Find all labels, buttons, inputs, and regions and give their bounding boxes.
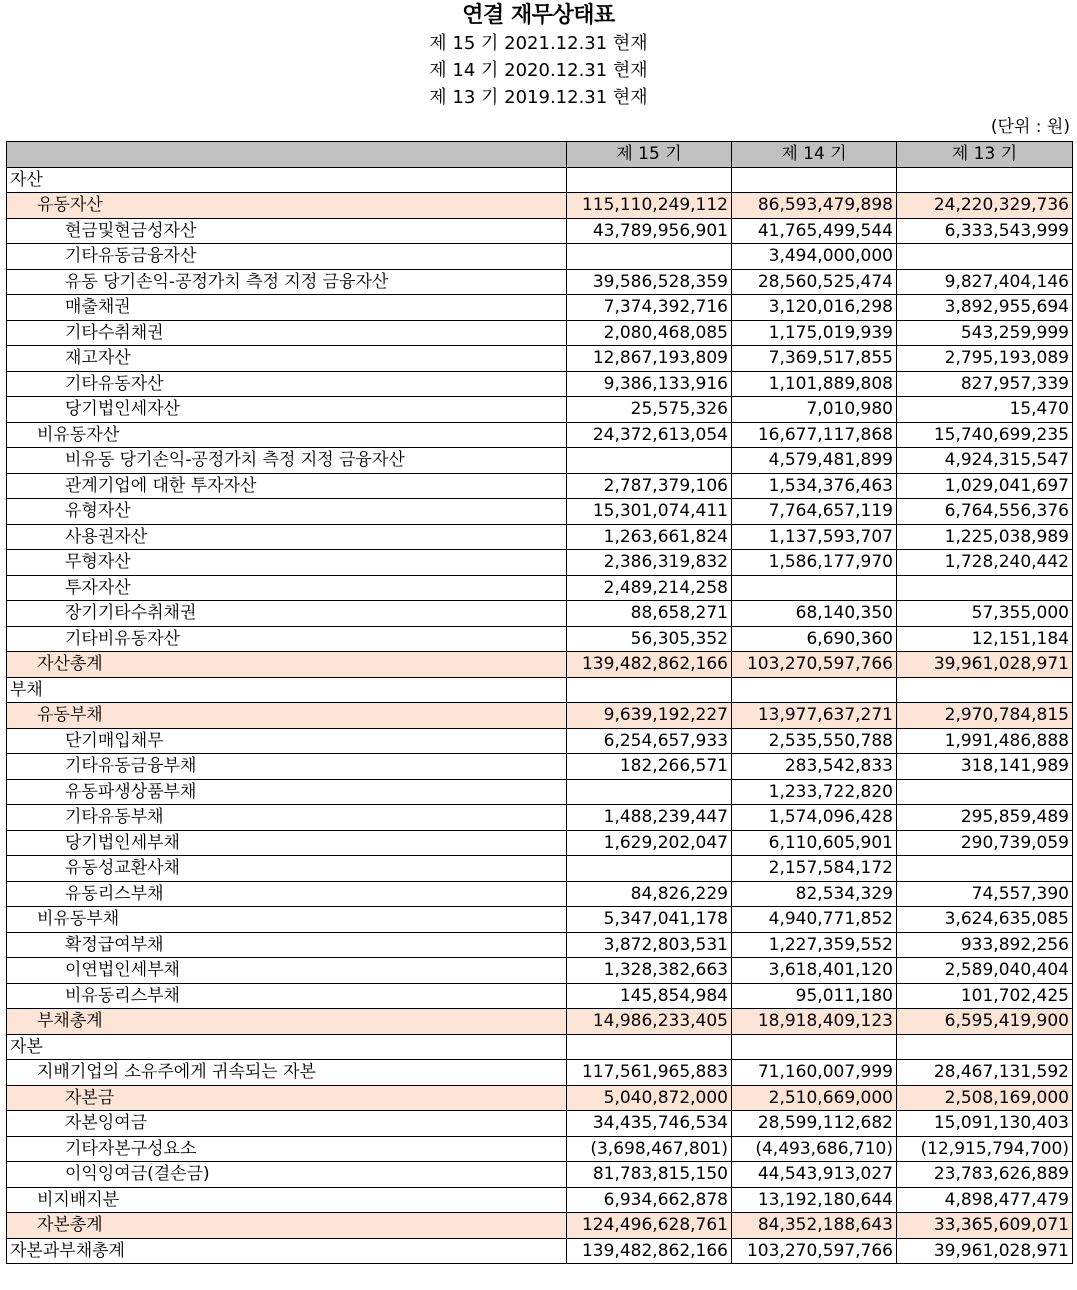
- table-row: [7, 805, 1073, 831]
- account-label: 자산: [7, 167, 567, 193]
- table-row: [7, 218, 1073, 244]
- amount-cell: 3,494,000,000: [732, 244, 897, 270]
- amount-cell: 6,934,662,878: [567, 1187, 732, 1213]
- amount-cell: 25,575,326: [567, 397, 732, 423]
- table-row: [7, 652, 1073, 678]
- table-row: [7, 499, 1073, 525]
- account-label: 자본총계: [7, 1213, 567, 1239]
- account-label: 사용권자산: [7, 524, 567, 550]
- account-label: 비지배지분: [7, 1187, 567, 1213]
- table-row: [7, 1238, 1073, 1264]
- account-label: 유동파생상품부채: [7, 779, 567, 805]
- amount-cell: 14,986,233,405: [567, 1009, 732, 1035]
- table-row: [7, 1136, 1073, 1162]
- table-row: [7, 856, 1073, 882]
- amount-cell: 290,739,059: [897, 830, 1073, 856]
- amount-cell: [897, 244, 1073, 270]
- amount-cell: 16,677,117,868: [732, 422, 897, 448]
- amount-cell: 2,508,169,000: [897, 1085, 1073, 1111]
- table-row: [7, 397, 1073, 423]
- amount-cell: 5,347,041,178: [567, 907, 732, 933]
- account-label: 기타유동금융자산: [7, 244, 567, 270]
- amount-cell: 86,593,479,898: [732, 193, 897, 219]
- account-label: 비유동 당기손익-공정가치 측정 지정 금융자산: [7, 448, 567, 474]
- amount-cell: 2,510,669,000: [732, 1085, 897, 1111]
- amount-cell: 28,467,131,592: [897, 1060, 1073, 1086]
- amount-cell: 6,690,360: [732, 626, 897, 652]
- table-row: [7, 907, 1073, 933]
- account-label: 기타유동부채: [7, 805, 567, 831]
- amount-cell: 39,961,028,971: [897, 652, 1073, 678]
- amount-cell: 7,764,657,119: [732, 499, 897, 525]
- period-line-14: 제 14 기 2020.12.31 현재: [429, 60, 648, 81]
- amount-cell: 9,639,192,227: [567, 703, 732, 729]
- amount-cell: 7,010,980: [732, 397, 897, 423]
- amount-cell: 3,872,803,531: [567, 932, 732, 958]
- account-label: 단기매입채무: [7, 728, 567, 754]
- amount-cell: 74,557,390: [897, 881, 1073, 907]
- account-label: 자본잉여금: [7, 1111, 567, 1137]
- account-label: 기타유동자산: [7, 371, 567, 397]
- amount-cell: 1,263,661,824: [567, 524, 732, 550]
- amount-cell: (12,915,794,700): [897, 1136, 1073, 1162]
- table-row: [7, 244, 1073, 270]
- amount-cell: 15,470: [897, 397, 1073, 423]
- amount-cell: 101,702,425: [897, 983, 1073, 1009]
- amount-cell: 117,561,965,883: [567, 1060, 732, 1086]
- amount-cell: 2,787,379,106: [567, 473, 732, 499]
- amount-cell: 1,029,041,697: [897, 473, 1073, 499]
- table-row: [7, 1085, 1073, 1111]
- account-label: 비유동부채: [7, 907, 567, 933]
- table-header-row: [7, 142, 1073, 168]
- amount-cell: [897, 575, 1073, 601]
- account-label: 당기법인세자산: [7, 397, 567, 423]
- table-row: [7, 371, 1073, 397]
- amount-cell: 1,586,177,970: [732, 550, 897, 576]
- amount-cell: 7,369,517,855: [732, 346, 897, 372]
- account-label: 매출채권: [7, 295, 567, 321]
- table-row: [7, 550, 1073, 576]
- unit-label: (단위 : 원): [990, 117, 1070, 137]
- account-label: 자본: [7, 1034, 567, 1060]
- amount-cell: 6,595,419,900: [897, 1009, 1073, 1035]
- table-row: [7, 754, 1073, 780]
- amount-cell: 145,854,984: [567, 983, 732, 1009]
- table-row: [7, 346, 1073, 372]
- table-row: [7, 1009, 1073, 1035]
- amount-cell: (4,493,686,710): [732, 1136, 897, 1162]
- account-label: 기타수취채권: [7, 320, 567, 346]
- account-label: 지배기업의 소유주에게 귀속되는 자본: [7, 1060, 567, 1086]
- table-row: [7, 269, 1073, 295]
- amount-cell: [897, 779, 1073, 805]
- balance-sheet-table: [6, 141, 1073, 1264]
- amount-cell: 57,355,000: [897, 601, 1073, 627]
- account-label: 기타비유동자산: [7, 626, 567, 652]
- table-row: [7, 1187, 1073, 1213]
- table-row: [7, 1034, 1073, 1060]
- account-label: 부채: [7, 677, 567, 703]
- table-row: [7, 958, 1073, 984]
- amount-cell: 24,220,329,736: [897, 193, 1073, 219]
- account-label: 부채총계: [7, 1009, 567, 1035]
- amount-cell: 18,918,409,123: [732, 1009, 897, 1035]
- amount-cell: 2,080,468,085: [567, 320, 732, 346]
- amount-cell: 84,352,188,643: [732, 1213, 897, 1239]
- amount-cell: 3,120,016,298: [732, 295, 897, 321]
- amount-cell: 88,658,271: [567, 601, 732, 627]
- column-header-period-15: 제 15 기: [567, 142, 732, 168]
- amount-cell: [732, 167, 897, 193]
- table-row: [7, 601, 1073, 627]
- table-row: [7, 422, 1073, 448]
- amount-cell: [897, 677, 1073, 703]
- account-label: 비유동리스부채: [7, 983, 567, 1009]
- amount-cell: 2,795,193,089: [897, 346, 1073, 372]
- amount-cell: 28,599,112,682: [732, 1111, 897, 1137]
- amount-cell: 24,372,613,054: [567, 422, 732, 448]
- amount-cell: 43,789,956,901: [567, 218, 732, 244]
- amount-cell: 81,783,815,150: [567, 1162, 732, 1188]
- amount-cell: 103,270,597,766: [732, 1238, 897, 1264]
- account-label: 투자자산: [7, 575, 567, 601]
- amount-cell: 1,233,722,820: [732, 779, 897, 805]
- amount-cell: 283,542,833: [732, 754, 897, 780]
- account-label: 유동리스부채: [7, 881, 567, 907]
- table-row: [7, 473, 1073, 499]
- amount-cell: 1,991,486,888: [897, 728, 1073, 754]
- account-label: 이연법인세부채: [7, 958, 567, 984]
- amount-cell: 12,867,193,809: [567, 346, 732, 372]
- table-row: [7, 932, 1073, 958]
- amount-cell: [567, 779, 732, 805]
- account-label: 자본과부채총계: [7, 1238, 567, 1264]
- amount-cell: 39,586,528,359: [567, 269, 732, 295]
- amount-cell: 68,140,350: [732, 601, 897, 627]
- amount-cell: 318,141,989: [897, 754, 1073, 780]
- amount-cell: 9,386,133,916: [567, 371, 732, 397]
- amount-cell: 6,254,657,933: [567, 728, 732, 754]
- amount-cell: 6,110,605,901: [732, 830, 897, 856]
- amount-cell: 933,892,256: [897, 932, 1073, 958]
- amount-cell: 115,110,249,112: [567, 193, 732, 219]
- table-row: [7, 728, 1073, 754]
- amount-cell: 139,482,862,166: [567, 1238, 732, 1264]
- amount-cell: 1,137,593,707: [732, 524, 897, 550]
- table-row: [7, 677, 1073, 703]
- column-header-period-14: 제 14 기: [732, 142, 897, 168]
- amount-cell: 1,225,038,989: [897, 524, 1073, 550]
- amount-cell: 82,534,329: [732, 881, 897, 907]
- amount-cell: 7,374,392,716: [567, 295, 732, 321]
- amount-cell: 827,957,339: [897, 371, 1073, 397]
- amount-cell: 3,618,401,120: [732, 958, 897, 984]
- table-row: [7, 830, 1073, 856]
- amount-cell: 39,961,028,971: [897, 1238, 1073, 1264]
- amount-cell: 84,826,229: [567, 881, 732, 907]
- period-line-15: 제 15 기 2021.12.31 현재: [429, 33, 648, 54]
- table-row: [7, 524, 1073, 550]
- account-label: 자본금: [7, 1085, 567, 1111]
- amount-cell: [897, 856, 1073, 882]
- amount-cell: 3,892,955,694: [897, 295, 1073, 321]
- amount-cell: 2,970,784,815: [897, 703, 1073, 729]
- amount-cell: 182,266,571: [567, 754, 732, 780]
- amount-cell: [567, 167, 732, 193]
- amount-cell: [567, 1034, 732, 1060]
- amount-cell: 15,740,699,235: [897, 422, 1073, 448]
- amount-cell: 1,629,202,047: [567, 830, 732, 856]
- amount-cell: 28,560,525,474: [732, 269, 897, 295]
- amount-cell: 1,728,240,442: [897, 550, 1073, 576]
- amount-cell: 12,151,184: [897, 626, 1073, 652]
- account-label: 기타유동금융부채: [7, 754, 567, 780]
- table-row: [7, 193, 1073, 219]
- amount-cell: 95,011,180: [732, 983, 897, 1009]
- amount-cell: 1,227,359,552: [732, 932, 897, 958]
- account-label: 재고자산: [7, 346, 567, 372]
- amount-cell: 41,765,499,544: [732, 218, 897, 244]
- account-label: 유형자산: [7, 499, 567, 525]
- amount-cell: 1,488,239,447: [567, 805, 732, 831]
- amount-cell: 103,270,597,766: [732, 652, 897, 678]
- amount-cell: 71,160,007,999: [732, 1060, 897, 1086]
- amount-cell: [567, 448, 732, 474]
- account-label: 관계기업에 대한 투자자산: [7, 473, 567, 499]
- amount-cell: 139,482,862,166: [567, 652, 732, 678]
- table-row: [7, 575, 1073, 601]
- amount-cell: 5,040,872,000: [567, 1085, 732, 1111]
- amount-cell: [567, 677, 732, 703]
- account-label: 유동부채: [7, 703, 567, 729]
- amount-cell: 2,386,319,832: [567, 550, 732, 576]
- account-label: 장기기타수취채권: [7, 601, 567, 627]
- table-row: [7, 881, 1073, 907]
- table-row: [7, 448, 1073, 474]
- amount-cell: 34,435,746,534: [567, 1111, 732, 1137]
- account-label: 유동성교환사채: [7, 856, 567, 882]
- amount-cell: [897, 1034, 1073, 1060]
- column-header-period-13: 제 13 기: [897, 142, 1073, 168]
- amount-cell: 13,192,180,644: [732, 1187, 897, 1213]
- amount-cell: 15,301,074,411: [567, 499, 732, 525]
- amount-cell: [732, 677, 897, 703]
- amount-cell: 9,827,404,146: [897, 269, 1073, 295]
- table-row: [7, 295, 1073, 321]
- amount-cell: [897, 167, 1073, 193]
- account-label: 이익잉여금(결손금): [7, 1162, 567, 1188]
- amount-cell: 33,365,609,071: [897, 1213, 1073, 1239]
- account-label: 확정급여부채: [7, 932, 567, 958]
- table-row: [7, 167, 1073, 193]
- table-row: [7, 1060, 1073, 1086]
- amount-cell: 13,977,637,271: [732, 703, 897, 729]
- amount-cell: 6,764,556,376: [897, 499, 1073, 525]
- amount-cell: (3,698,467,801): [567, 1136, 732, 1162]
- amount-cell: [732, 1034, 897, 1060]
- table-row: [7, 703, 1073, 729]
- table-row: [7, 626, 1073, 652]
- table-row: [7, 1162, 1073, 1188]
- amount-cell: 543,259,999: [897, 320, 1073, 346]
- amount-cell: 1,175,019,939: [732, 320, 897, 346]
- amount-cell: [732, 575, 897, 601]
- amount-cell: 4,940,771,852: [732, 907, 897, 933]
- table-row: [7, 320, 1073, 346]
- account-label: 유동 당기손익-공정가치 측정 지정 금융자산: [7, 269, 567, 295]
- amount-cell: [567, 856, 732, 882]
- amount-cell: 2,535,550,788: [732, 728, 897, 754]
- table-row: [7, 1111, 1073, 1137]
- amount-cell: 1,101,889,808: [732, 371, 897, 397]
- amount-cell: 2,157,584,172: [732, 856, 897, 882]
- amount-cell: 56,305,352: [567, 626, 732, 652]
- account-label: 현금및현금성자산: [7, 218, 567, 244]
- amount-cell: 2,489,214,258: [567, 575, 732, 601]
- amount-cell: 23,783,626,889: [897, 1162, 1073, 1188]
- table-row: [7, 1213, 1073, 1239]
- amount-cell: 6,333,543,999: [897, 218, 1073, 244]
- table-row: [7, 779, 1073, 805]
- table-row: [7, 983, 1073, 1009]
- account-label: 자산총계: [7, 652, 567, 678]
- account-label: 당기법인세부채: [7, 830, 567, 856]
- amount-cell: 1,534,376,463: [732, 473, 897, 499]
- amount-cell: 3,624,635,085: [897, 907, 1073, 933]
- amount-cell: [567, 244, 732, 270]
- account-label: 유동자산: [7, 193, 567, 219]
- column-header-account: [7, 142, 567, 168]
- amount-cell: 1,574,096,428: [732, 805, 897, 831]
- account-label: 비유동자산: [7, 422, 567, 448]
- period-line-13: 제 13 기 2019.12.31 현재: [429, 87, 648, 108]
- amount-cell: 44,543,913,027: [732, 1162, 897, 1188]
- amount-cell: 295,859,489: [897, 805, 1073, 831]
- amount-cell: 124,496,628,761: [567, 1213, 732, 1239]
- amount-cell: 4,579,481,899: [732, 448, 897, 474]
- account-label: 무형자산: [7, 550, 567, 576]
- amount-cell: 4,924,315,547: [897, 448, 1073, 474]
- amount-cell: 2,589,040,404: [897, 958, 1073, 984]
- amount-cell: 1,328,382,663: [567, 958, 732, 984]
- statement-title: 연결 재무상태표: [462, 3, 615, 28]
- amount-cell: 15,091,130,403: [897, 1111, 1073, 1137]
- account-label: 기타자본구성요소: [7, 1136, 567, 1162]
- amount-cell: 4,898,477,479: [897, 1187, 1073, 1213]
